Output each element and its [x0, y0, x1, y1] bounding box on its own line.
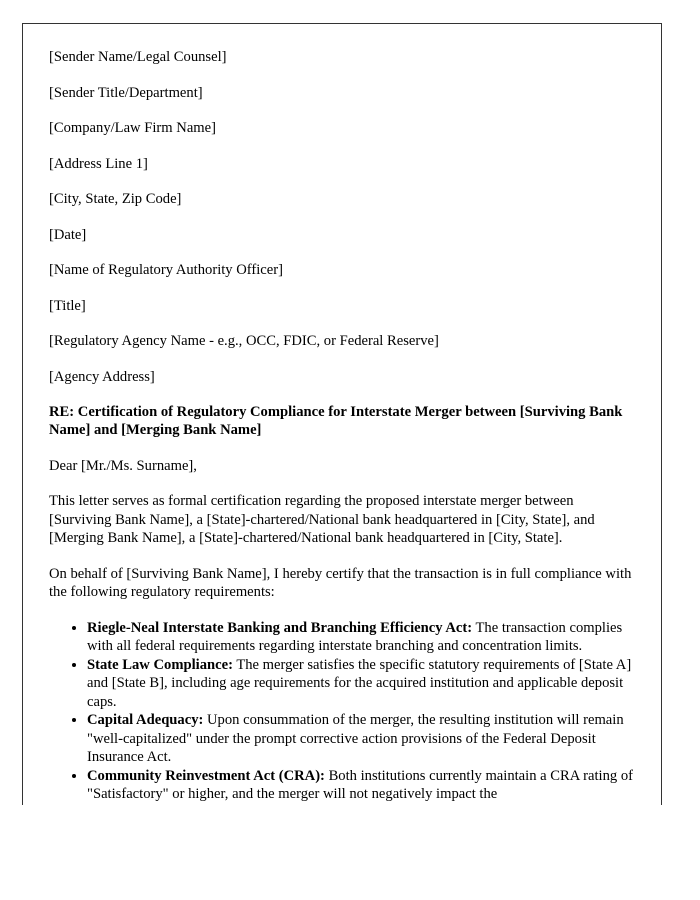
- sender-address-line: [Address Line 1]: [49, 155, 148, 172]
- requirement-text: The transaction complies with all federal requirements regarding interstate branching and concentration limits.: [87, 619, 623, 655]
- body-paragraph-2: On behalf of [Surviving Bank Name], I hereby certify that the transaction is in full compliance with the following regulatory requirements:: [49, 565, 632, 601]
- recipient-name-line: [Name of Regulatory Authority Officer]: [49, 262, 283, 279]
- requirement-text: The merger satisfies the specific statutory requirements of [State A] and [State B], including age requirements for the acquired institution and applicable deposit caps.: [87, 656, 632, 710]
- requirement-text: Both institutions currently maintain a CRA rating of "Satisfactory" or higher, and the merger will not negatively impact the: [87, 767, 633, 803]
- list-item: [87, 619, 637, 656]
- sender-company-line: [Company/Law Firm Name]: [49, 120, 216, 137]
- date-line: [Date]: [49, 226, 87, 243]
- sender-title-line: [Sender Title/Department]: [49, 84, 203, 101]
- requirement-term: Community Reinvestment Act (CRA):: [87, 767, 325, 784]
- list-item: [87, 711, 637, 767]
- list-item: [87, 767, 637, 804]
- recipient-agency-line: [Regulatory Agency Name - e.g., OCC, FDIC, or Federal Reserve]: [49, 333, 439, 350]
- recipient-title-line: [Title]: [49, 297, 86, 314]
- document-body: [23, 24, 661, 804]
- requirement-term: Capital Adequacy:: [87, 712, 204, 729]
- requirement-term: State Law Compliance:: [87, 656, 233, 673]
- requirement-text: Upon consummation of the merger, the resulting institution will remain "well-capitalized" under the prompt corrective action provisions of the Federal Deposit Insurance Act.: [87, 712, 624, 766]
- requirement-term: Riegle-Neal Interstate Banking and Branching Efficiency Act:: [87, 619, 473, 636]
- salutation: Dear [Mr./Ms. Surname],: [49, 457, 197, 474]
- sender-city-state-zip-line: [City, State, Zip Code]: [49, 191, 182, 208]
- sender-name-line: [Sender Name/Legal Counsel]: [49, 49, 227, 65]
- document-page: [22, 23, 662, 805]
- requirements-list: [49, 619, 637, 804]
- body-paragraph-1: This letter serves as formal certification regarding the proposed interstate merger between [Surviving Bank Name], a [State]-chartered/National bank headquartered in [City, State], and [Merging Bank Name], a [State]-chartered/National bank headquartered in [City, State].: [49, 493, 595, 547]
- subject-line: RE: Certification of Regulatory Compliance for Interstate Merger between [Surviving Bank Name] and [Merging Bank Name]: [49, 404, 623, 439]
- list-item: [87, 656, 637, 712]
- recipient-address-line: [Agency Address]: [49, 368, 155, 385]
